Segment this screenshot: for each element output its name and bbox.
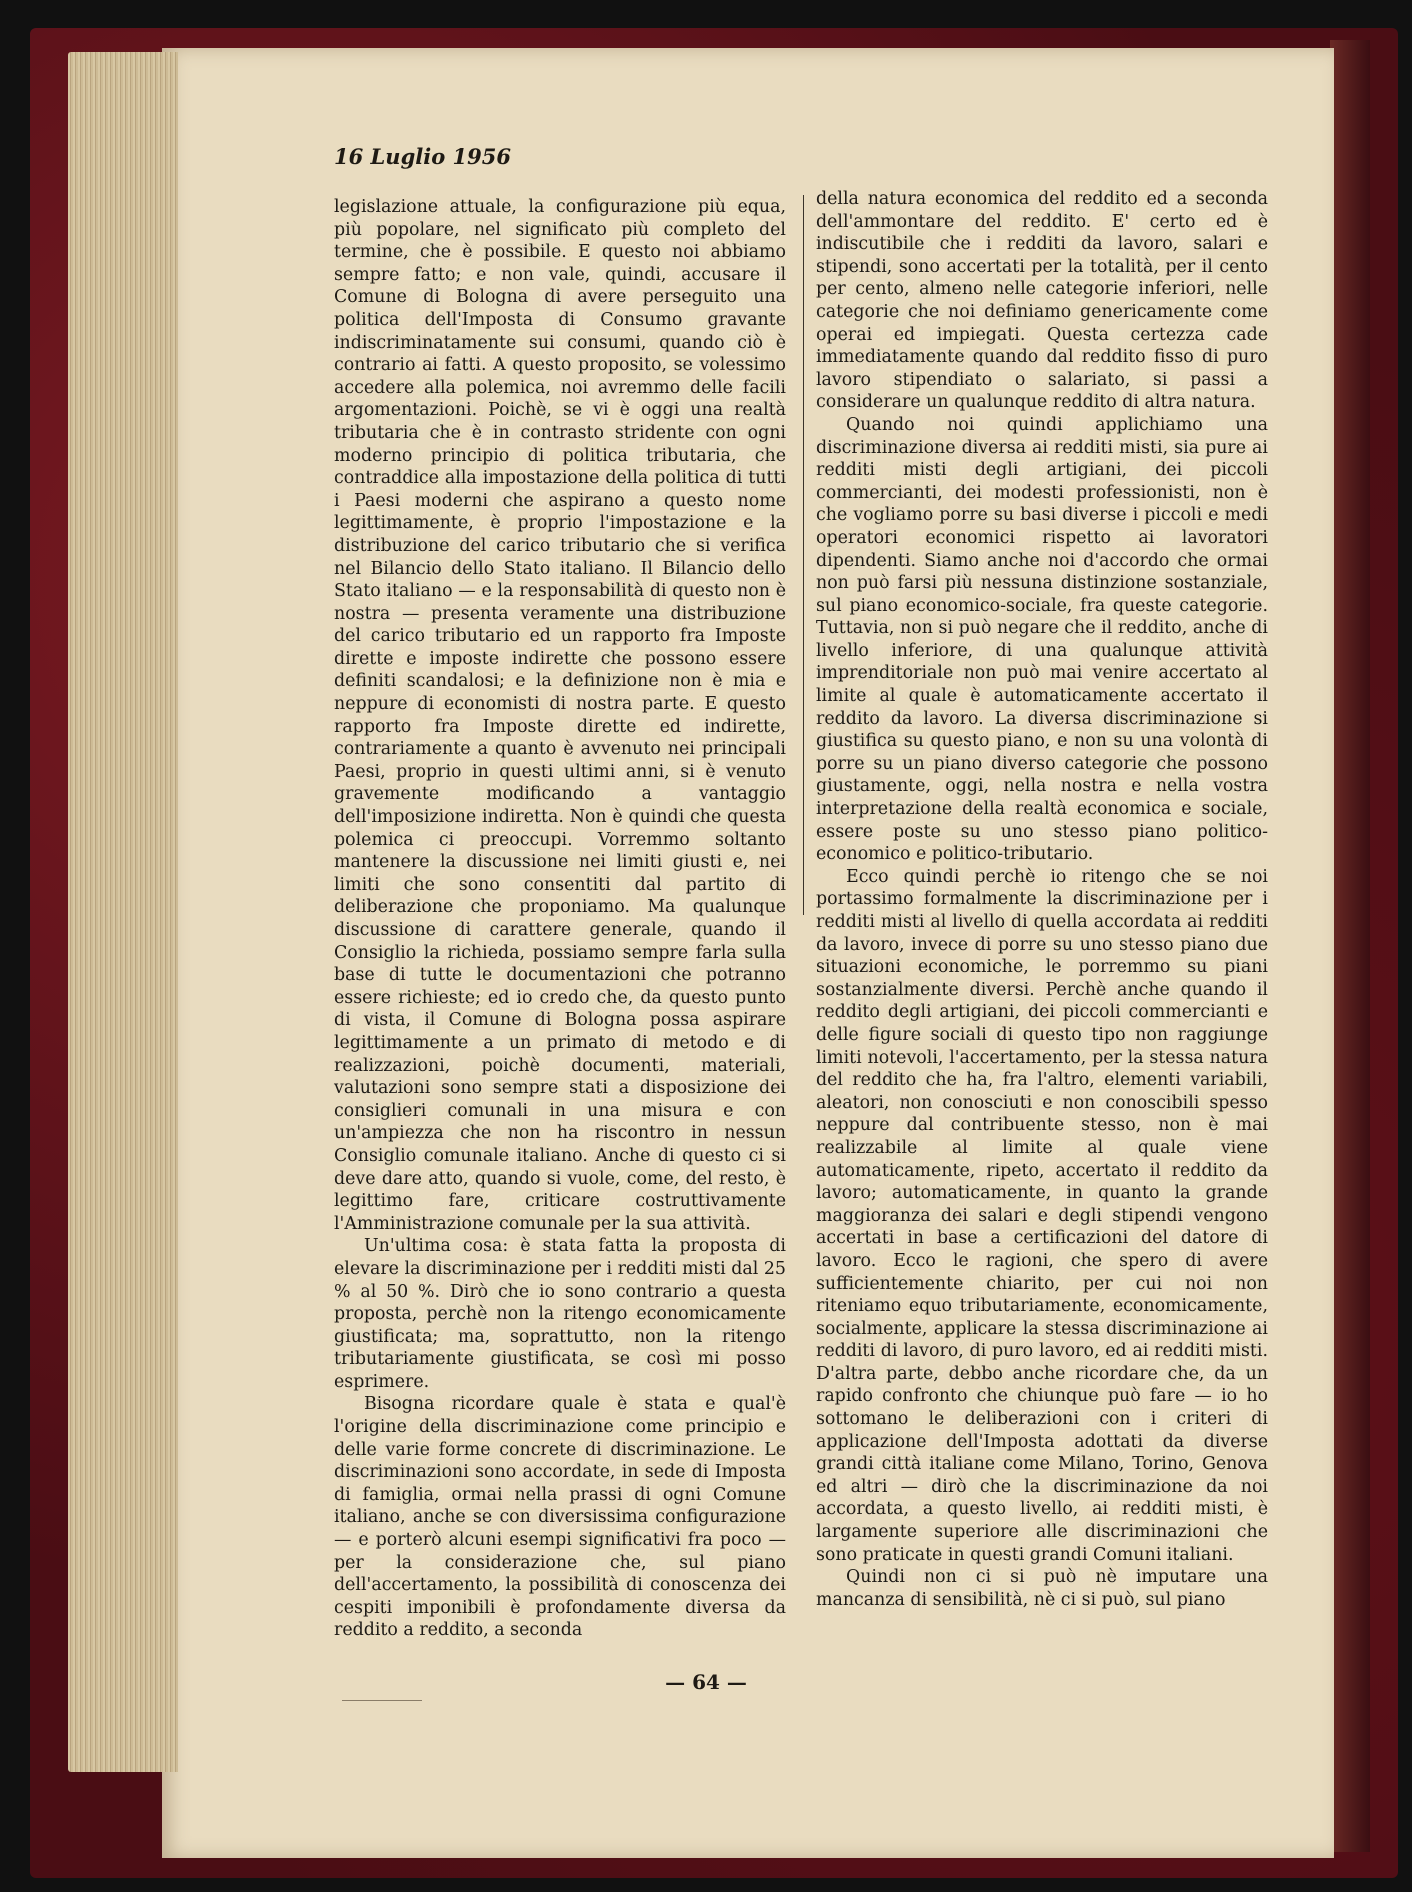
paragraph: Ecco quindi perchè io ritengo che se noi portassimo formalmente la discriminazione per i redditi misti al livello di quella accordata ai redditi da lavoro, invece di porre su uno stesso piano due situazioni economiche, le porremmo su piani sostanzialmente diversi. Perchè anche quando il reddito degli artigiani, dei piccoli commercianti e delle figure sociali di questo tipo non raggiunge limiti notevoli, l'accertamento, per la stessa natura del reddito che ha, fra l'altro, elementi variabili, aleatori, non conosciuti e non conoscibili spesso neppure dal contribuente stesso, non è mai realizzabile al limite al quale viene automaticamente, ripeto, accertato il reddito da lavoro; automaticamente, in quanto la grande maggioranza dei salari e degli stipendi vengono accertati in base a certificazioni del datore di lavoro. Ecco le ragioni, che spero di avere sufficientemente chiarito, per cui noi non riteniamo equo tributariamente, economicamente, socialmente, applicare la stessa discriminazione ai redditi di lavoro, di puro lavoro, ed ai redditi misti. D'altra parte, debbo anche ricordare che, da un rapido confronto che chiunque può fare — io ho sottomano le deliberazioni con i criteri di applicazione dell'Imposta adottati da diverse grandi città italiane come Milano, Torino, Genova ed altri — dirò che la discriminazione da noi accordata, a questo livello, ai redditi misti, è largamente superiore alle discriminazioni che sono praticate in questi grandi Comuni italiani. (816, 866, 1268, 1565)
page-header-date: 16 Luglio 1956 (334, 144, 511, 169)
paragraph: Quindi non ci si può nè imputare una mancanza di sensibilità, nè ci si può, sul piano (816, 1567, 1268, 1610)
paragraph: della natura economica del reddito ed a seconda dell'ammontare del reddito. E' certo ed è indiscutibile che i redditi da lavoro, salari e stipendi, sono accertati per la totalità, per il cento per cento, almeno nelle categorie inferiori, nelle categorie che noi definiamo genericamente come operai ed impiegati. Questa certezza cade immediatamente quando dal reddito fisso di puro lavoro stipendiato o salariato, si passi a considerare un qualunque reddito di altra natura. (816, 189, 1268, 413)
page-number: — 64 — (665, 1670, 747, 1694)
paragraph: Un'ultima cosa: è stata fatta la proposta di elevare la discriminazione per i redditi misti dal 25 % al 50 %. Dirò che io sono contrario a questa proposta, perchè non la ritengo economicamente giustificata; ma, soprattutto, non la ritengo tributariamente giustificata, se così mi posso esprimere. (334, 1236, 786, 1392)
text-column-left (334, 196, 786, 1642)
paragraph: Bisogna ricordare quale è stata e qual'è l'origine della discriminazione come principio e delle varie forme concrete di discriminazione. Le discriminazioni sono accordate, in sede di Imposta di famiglia, ormai nella prassi di ogni Comune italiano, anche se con diversissima configurazione — e porterò alcuni esempi significativi fra poco — per la considerazione che, sul piano dell'accertamento, la possibilità di conoscenza dei cespiti imponibili è profondamente diversa da reddito a reddito, a seconda (334, 1394, 786, 1641)
paragraph: Quando noi quindi applichiamo una discriminazione diversa ai redditi misti, sia pure ai redditi misti degli artigiani, dei piccoli commercianti, dei modesti professionisti, non è che vogliamo porre su basi diverse i piccoli e medi operatori economici rispetto ai lavoratori dipendenti. Siamo anche noi d'accordo che ormai non può farsi più nessuna distinzione sostanziale, sul piano economico-sociale, fra queste categorie. Tuttavia, non si può negare che il reddito, anche di livello inferiore, di una qualunque attività imprenditoriale non può mai venire accertato al limite al quale è automaticamente accertato il reddito da lavoro. La diversa discriminazione si giustifica su questo piano, e non su una volontà di porre su un piano diverso categorie che possono giustamente, oggi, nella nostra e nella vostra interpretazione della realtà economica e sociale, essere poste su uno stesso piano politico-economico e politico-tributario. (816, 414, 1268, 865)
page-stack-edge (68, 52, 178, 1772)
text-column-right (816, 188, 1268, 1611)
book-spine-edge (1330, 40, 1370, 1852)
footer-rule (342, 1700, 422, 1701)
column-divider (803, 195, 804, 915)
paragraph: legislazione attuale, la configurazione più equa, più popolare, nel significato più completo del termine, che è possibile. E questo noi abbiamo sempre fatto; e non vale, quindi, accusare il Comune di Bologna di avere perseguito una politica dell'Imposta di Consumo gravante indiscriminatamente sui consumi, quando ciò è contrario ai fatti. A questo proposito, se volessimo accedere alla polemica, noi avremmo delle facili argomentazioni. Poichè, se vi è oggi una realtà tributaria che è in contrasto stridente con ogni moderno principio di politica tributaria, che contraddice alla impostazione della politica di tutti i Paesi moderni che aspirano a questo nome legittimamente, è proprio l'impostazione e la distribuzione del carico tributario che si verifica nel Bilancio dello Stato italiano. Il Bilancio dello Stato italiano — e la responsabilità di questo non è nostra — presenta veramente una distribuzione del carico tributario ed un rapporto fra Imposte dirette e imposte indirette che possono essere definiti scandalosi; e la definizione non è mia e neppure di economisti di nostra parte. E questo rapporto fra Imposte dirette ed indirette, contrariamente a quanto è avvenuto nei principali Paesi, proprio in questi ultimi anni, si è venuto gravemente modificando a vantaggio dell'imposizione indiretta. Non è quindi che questa polemica ci preoccupi. Vorremmo soltanto mantenere la discussione nei limiti giusti e, nei limiti che sono consentiti dal partito di deliberazione che proponiamo. Ma qualunque discussione di carattere generale, quando il Consiglio la richieda, possiamo sempre farla sulla base di tutte le documentazioni che potranno essere richieste; ed io credo che, da questo punto di vista, il Comune di Bologna possa aspirare legittimamente a un primato di metodo e di realizzazioni, poichè documenti, materiali, valutazioni sono sempre stati a disposizione dei consiglieri comunali in una misura e con un'ampiezza che non ha riscontro in nessun Consiglio comunale italiano. Anche di questo ci si deve dare atto, quando si vuole, come, del resto, è legittimo fare, criticare costruttivamente l'Amministrazione comunale per la sua attività. (334, 197, 786, 1234)
